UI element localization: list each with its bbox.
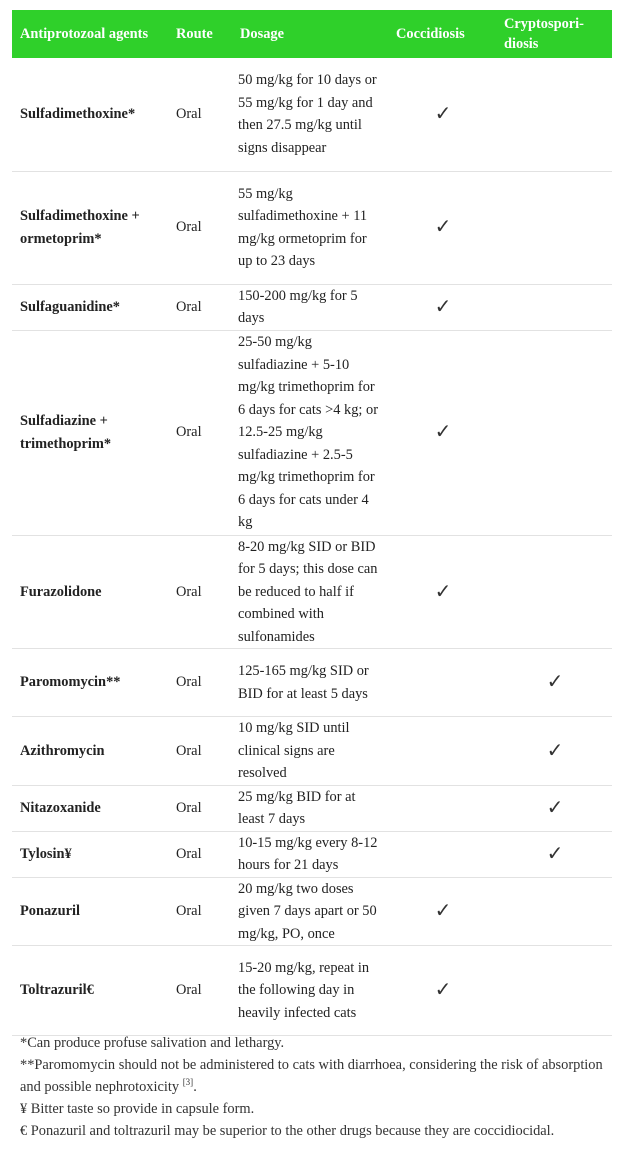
reference-link[interactable]: [3]: [182, 1077, 194, 1088]
coccidiosis-cell: [388, 535, 496, 649]
table-row: [12, 284, 612, 330]
dosage: 55 mg/kg sulfadimethoxine + 11 mg/kg ormetoprim for up to 23 days: [232, 171, 388, 284]
dosage: 10-15 mg/kg every 8-12 hours for 21 days: [232, 831, 388, 877]
agent-name: Paromomycin**: [12, 649, 168, 717]
cryptosporidiosis-cell: [496, 946, 612, 1036]
coccidiosis-cell: [388, 330, 496, 535]
check-icon: ✓: [434, 979, 452, 1002]
route: Oral: [168, 330, 232, 535]
table-row: [12, 649, 612, 717]
agent-name: Sulfadimethoxine*: [12, 58, 168, 171]
header-agents: Antiprotozoal agents: [20, 26, 149, 42]
coccidiosis-cell: [388, 717, 496, 786]
table-row: [12, 946, 612, 1036]
route: Oral: [168, 946, 232, 1036]
footnote-paromomycin-end: .: [193, 1079, 197, 1095]
route: Oral: [168, 717, 232, 786]
footnote-salivation: *Can produce profuse salivation and lethargy.: [20, 1035, 285, 1051]
agent-name: Sulfaguanidine*: [12, 284, 168, 330]
check-icon: ✓: [434, 900, 452, 922]
header-coccidiosis: Coccidiosis: [396, 26, 465, 42]
coccidiosis-cell: [388, 58, 496, 171]
agent-name: Tylosin¥: [12, 831, 168, 877]
footnotes: [20, 1032, 616, 1142]
route: Oral: [168, 785, 232, 831]
header-route: Route: [176, 26, 213, 42]
route: Oral: [168, 535, 232, 649]
coccidiosis-cell: [388, 785, 496, 831]
route: Oral: [168, 649, 232, 717]
coccidiosis-cell: [388, 946, 496, 1036]
check-icon: ✓: [546, 739, 564, 762]
route: Oral: [168, 284, 232, 330]
coccidiosis-cell: [388, 831, 496, 877]
agent-name: Azithromycin: [12, 717, 168, 786]
footnote-coccidiocidal: € Ponazuril and toltrazuril may be superior to the other drugs because they are coccidiocidal.: [20, 1123, 555, 1139]
header-dosage: Dosage: [240, 26, 284, 42]
check-icon: ✓: [434, 216, 452, 239]
cryptosporidiosis-cell: [496, 284, 612, 330]
cryptosporidiosis-cell: [496, 535, 612, 649]
cryptosporidiosis-cell: [496, 717, 612, 786]
cryptosporidiosis-cell: [496, 330, 612, 535]
coccidiosis-cell: [388, 171, 496, 284]
agent-name: Ponazuril: [12, 877, 168, 946]
agent-name: Furazolidone: [12, 535, 168, 649]
dosage: 10 mg/kg SID until clinical signs are resolved: [232, 717, 388, 786]
dosage: 50 mg/kg for 10 days or 55 mg/kg for 1 day and then 27.5 mg/kg until signs disappear: [232, 58, 388, 171]
dosage: 8-20 mg/kg SID or BID for 5 days; this dose can be reduced to half if combined with sulfonamides: [232, 535, 388, 649]
coccidiosis-cell: [388, 877, 496, 946]
check-icon: ✓: [546, 796, 564, 819]
table-header: [12, 10, 612, 58]
table-row: [12, 717, 612, 786]
dosage: 20 mg/kg two doses given 7 days apart or 50 mg/kg, PO, once: [232, 877, 388, 946]
footnote-paromomycin: [20, 1054, 616, 1098]
agent-name: Toltrazuril€: [12, 946, 168, 1036]
table-row: [12, 831, 612, 877]
route: Oral: [168, 58, 232, 171]
agent-name: Sulfadiazine + trimethoprim*: [12, 330, 168, 535]
cryptosporidiosis-cell: [496, 877, 612, 946]
footnote-bitter-taste: ¥ Bitter taste so provide in capsule form.: [20, 1101, 255, 1117]
cryptosporidiosis-cell: [496, 649, 612, 717]
agent-name: Sulfadimethoxine + ormetoprim*: [12, 171, 168, 284]
cryptosporidiosis-cell: [496, 58, 612, 171]
check-icon: ✓: [434, 580, 452, 603]
dosage: 15-20 mg/kg, repeat in the following day in heavily infected cats: [232, 946, 388, 1036]
check-icon: ✓: [434, 421, 452, 444]
dosage: 25-50 mg/kg sulfadiazine + 5-10 mg/kg trimethoprim for 6 days for cats >4 kg; or 12.5-25 mg/kg sulfadiazine + 2.5-5 mg/kg trimethoprim for 6 days for cats under 4 kg: [232, 330, 388, 535]
agent-name: Nitazoxanide: [12, 785, 168, 831]
dosage: 150-200 mg/kg for 5 days: [232, 284, 388, 330]
dosage: 125-165 mg/kg SID or BID for at least 5 days: [232, 649, 388, 717]
route: Oral: [168, 171, 232, 284]
table-row: [12, 330, 612, 535]
cryptosporidiosis-cell: [496, 831, 612, 877]
header-row: [12, 10, 612, 58]
table-row: [12, 58, 612, 171]
dosage: 25 mg/kg BID for at least 7 days: [232, 785, 388, 831]
table-row: [12, 785, 612, 831]
check-icon: ✓: [434, 295, 452, 318]
coccidiosis-cell: [388, 284, 496, 330]
footnote-paromomycin-text: **Paromomycin should not be administered to cats with diarrhoea, considering the risk of absorption and possible nephrotoxicity: [20, 1057, 603, 1095]
table-row: [12, 171, 612, 284]
route: Oral: [168, 831, 232, 877]
coccidiosis-cell: [388, 649, 496, 717]
check-icon: ✓: [434, 103, 452, 125]
check-icon: ✓: [546, 842, 564, 865]
check-icon: ✓: [546, 671, 564, 694]
route: Oral: [168, 877, 232, 946]
header-cryptosporidiosis: Cryptospori-diosis: [504, 16, 584, 52]
antiprotozoal-table: [12, 10, 612, 1036]
table-row: [12, 535, 612, 649]
cryptosporidiosis-cell: [496, 171, 612, 284]
table-row: [12, 877, 612, 946]
cryptosporidiosis-cell: [496, 785, 612, 831]
